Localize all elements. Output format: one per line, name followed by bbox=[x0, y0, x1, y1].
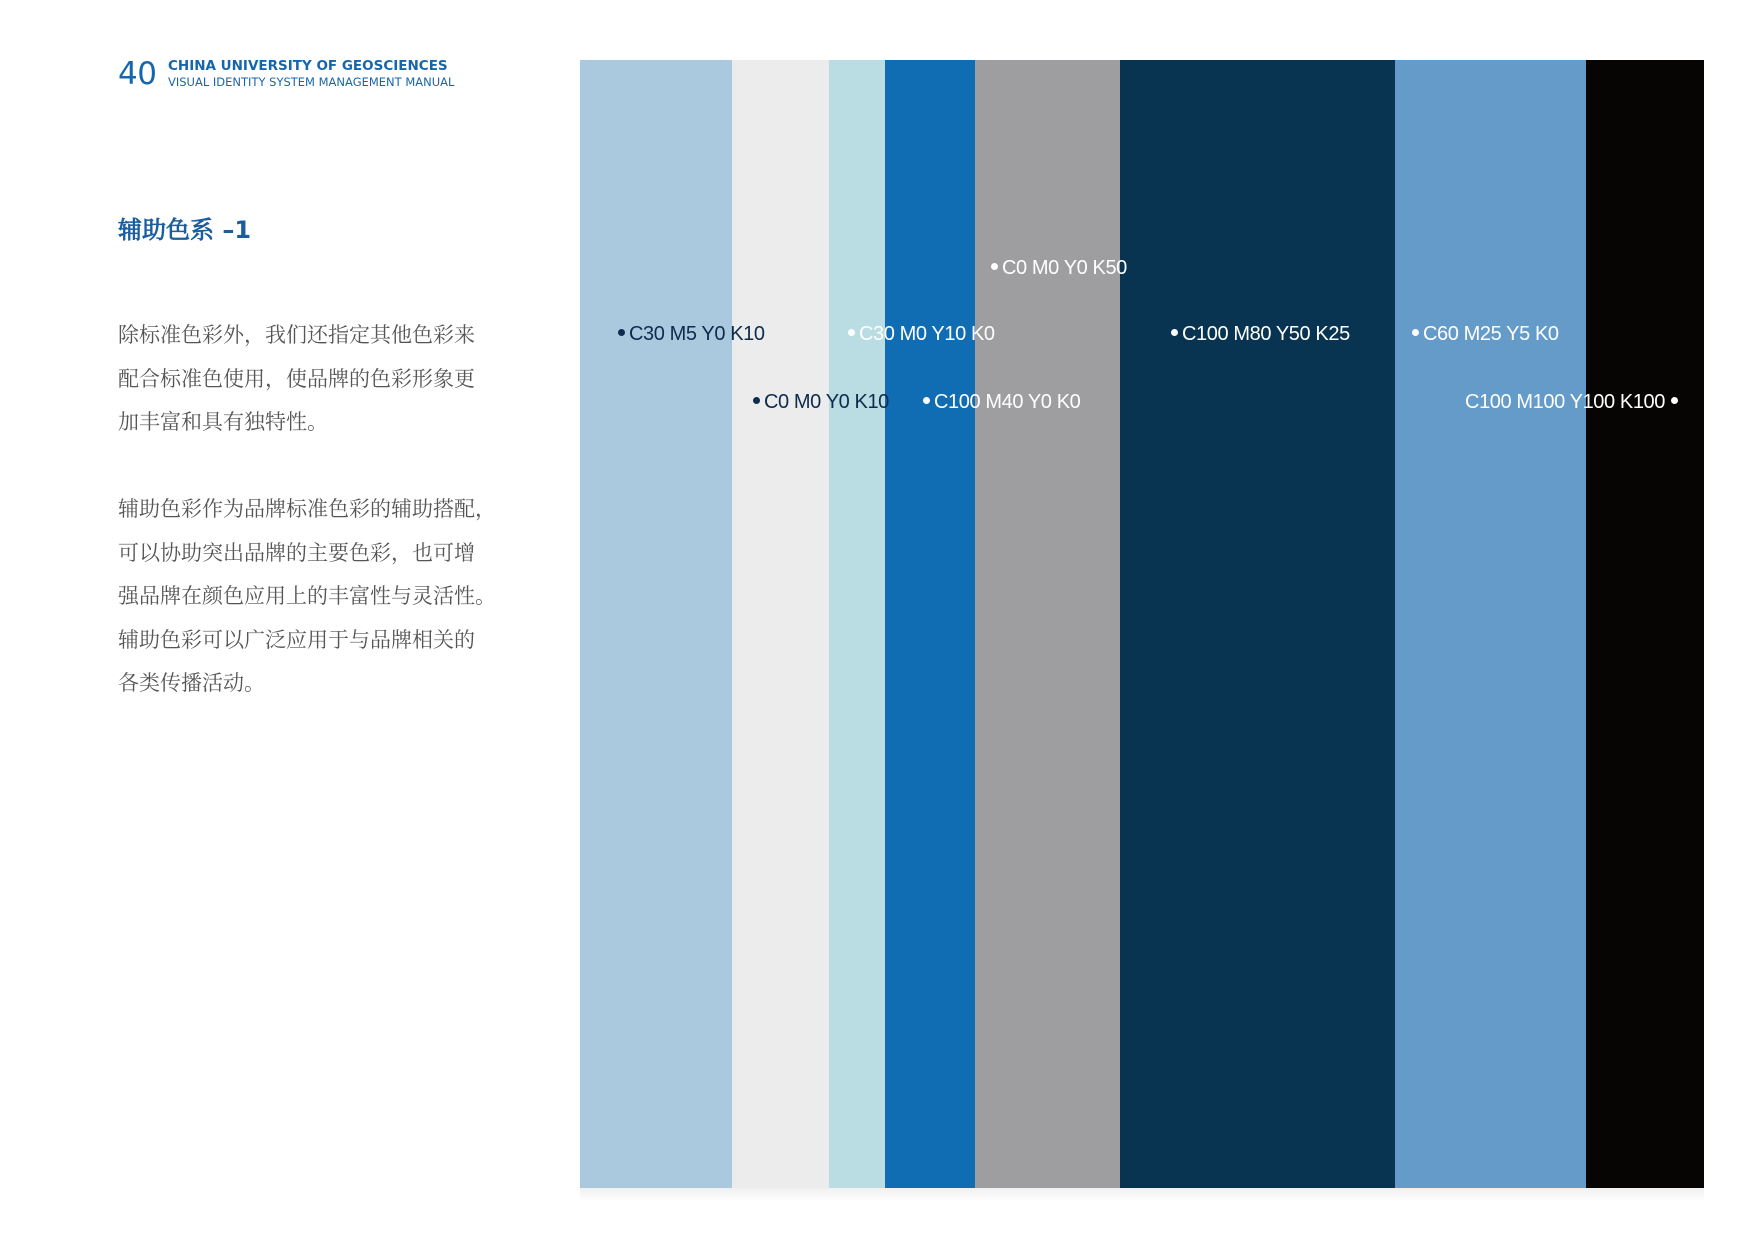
swatch-light-gray bbox=[732, 60, 829, 1188]
cmyk-value: C100 M100 Y100 K100 bbox=[1465, 391, 1665, 413]
cmyk-label-strong-blue bbox=[923, 390, 1080, 414]
swatch-black bbox=[1586, 60, 1704, 1188]
page-number: 40 bbox=[118, 56, 157, 92]
paragraph-line: 各类传播活动。 bbox=[118, 671, 265, 695]
bullet-dot-icon bbox=[1171, 329, 1178, 336]
swatch-medium-gray bbox=[975, 60, 1120, 1188]
cmyk-value: C30 M0 Y10 K0 bbox=[859, 323, 995, 345]
bullet-dot-icon bbox=[848, 329, 855, 336]
cmyk-label-medium-blue bbox=[1412, 322, 1559, 346]
bullet-dot-icon bbox=[923, 397, 930, 404]
cmyk-label-black bbox=[1465, 390, 1678, 414]
paragraph-line: 配合标准色使用，使品牌的色彩形象更 bbox=[118, 366, 475, 391]
cmyk-value: C0 M0 Y0 K50 bbox=[1002, 257, 1127, 279]
bullet-dot-icon bbox=[753, 397, 760, 404]
bullet-dot-icon bbox=[991, 263, 998, 270]
cmyk-label-medium-gray bbox=[991, 256, 1127, 280]
intro-paragraph bbox=[118, 314, 518, 445]
cmyk-value: C100 M40 Y0 K0 bbox=[934, 391, 1081, 413]
organization-name: CHINA UNIVERSITY OF GEOSCIENCES bbox=[168, 58, 448, 74]
paragraph-line: 辅助色彩可以广泛应用于与品牌相关的 bbox=[118, 627, 475, 652]
paragraph-line: 除标准色彩外，我们还指定其他色彩来 bbox=[118, 323, 475, 347]
paragraph-line: 辅助色彩作为品牌标准色彩的辅助搭配， bbox=[118, 497, 496, 521]
usage-paragraph bbox=[118, 488, 518, 706]
bullet-dot-icon bbox=[1412, 329, 1419, 336]
swatch-pale-cyan bbox=[829, 60, 885, 1188]
swatch-light-steel-blue bbox=[580, 60, 732, 1188]
bullet-dot-icon bbox=[1671, 397, 1678, 404]
cmyk-value: C0 M0 Y0 K10 bbox=[764, 391, 889, 413]
section-title: 辅助色系 –1 bbox=[118, 216, 252, 244]
cmyk-label-light-steel-blue bbox=[618, 322, 765, 346]
paragraph-line: 加丰富和具有独特性。 bbox=[118, 410, 328, 434]
cmyk-label-navy bbox=[1171, 322, 1350, 346]
cmyk-label-pale-cyan bbox=[848, 322, 995, 346]
color-palette bbox=[580, 60, 1704, 1188]
bullet-dot-icon bbox=[618, 329, 625, 336]
cmyk-value: C60 M25 Y5 K0 bbox=[1423, 323, 1559, 345]
cmyk-value: C100 M80 Y50 K25 bbox=[1182, 323, 1350, 345]
swatch-navy bbox=[1120, 60, 1395, 1188]
paragraph-line: 可以协助突出品牌的主要色彩，也可增 bbox=[118, 540, 475, 565]
cmyk-value: C30 M5 Y0 K10 bbox=[629, 323, 765, 345]
paragraph-line: 强品牌在颜色应用上的丰富性与灵活性。 bbox=[118, 584, 496, 608]
cmyk-label-light-gray bbox=[753, 390, 889, 414]
manual-title: VISUAL IDENTITY SYSTEM MANAGEMENT MANUAL bbox=[168, 75, 455, 89]
palette-shadow bbox=[580, 1188, 1704, 1202]
swatch-strong-blue bbox=[885, 60, 975, 1188]
swatch-medium-blue bbox=[1395, 60, 1586, 1188]
